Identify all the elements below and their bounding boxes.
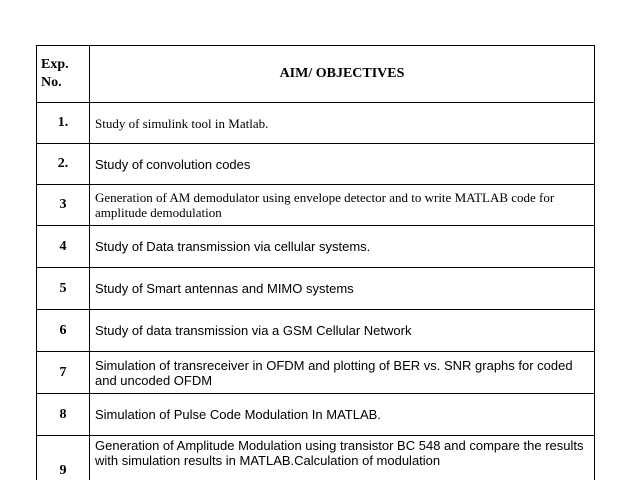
exp-number: 5: [37, 268, 90, 310]
table-row: [37, 436, 595, 480]
exp-aim: Study of convolution codes: [90, 144, 595, 185]
aim-objectives-header: AIM/ OBJECTIVES: [90, 46, 595, 103]
exp-number: 6: [37, 310, 90, 352]
table-row: [37, 103, 595, 144]
table-row: [37, 394, 595, 436]
exp-no-header-line2: No.: [41, 75, 62, 90]
exp-number: 9: [37, 436, 90, 480]
exp-aim: Generation of AM demodulator using envelope detector and to write MATLAB code for amplitude demodulation: [90, 185, 595, 226]
exp-no-header-line1: Exp.: [41, 57, 69, 72]
experiment-table: [36, 45, 595, 480]
exp-aim: Simulation of Pulse Code Modulation In MATLAB.: [90, 394, 595, 436]
table-row: [37, 185, 595, 226]
exp-aim: Generation of Amplitude Modulation using transistor BC 548 and compare the results with simulation results in MATLAB.Calculation of modulation: [90, 436, 595, 480]
exp-number: 7: [37, 352, 90, 394]
exp-aim: Study of Smart antennas and MIMO systems: [90, 268, 595, 310]
exp-number: 8: [37, 394, 90, 436]
exp-aim: Study of data transmission via a GSM Cellular Network: [90, 310, 595, 352]
table-row: [37, 268, 595, 310]
exp-number: 3: [37, 185, 90, 226]
table-row: [37, 226, 595, 268]
exp-number: 4: [37, 226, 90, 268]
exp-no-header: [37, 46, 90, 103]
table-row: [37, 310, 595, 352]
exp-aim: Study of simulink tool in Matlab.: [90, 103, 595, 144]
exp-number: 2.: [37, 144, 90, 185]
table-header-row: [37, 46, 595, 103]
exp-aim: Study of Data transmission via cellular systems.: [90, 226, 595, 268]
exp-number: 1.: [37, 103, 90, 144]
exp-aim: Simulation of transreceiver in OFDM and plotting of BER vs. SNR graphs for coded and uncoded OFDM: [90, 352, 595, 394]
table-row: [37, 144, 595, 185]
table-row: [37, 352, 595, 394]
